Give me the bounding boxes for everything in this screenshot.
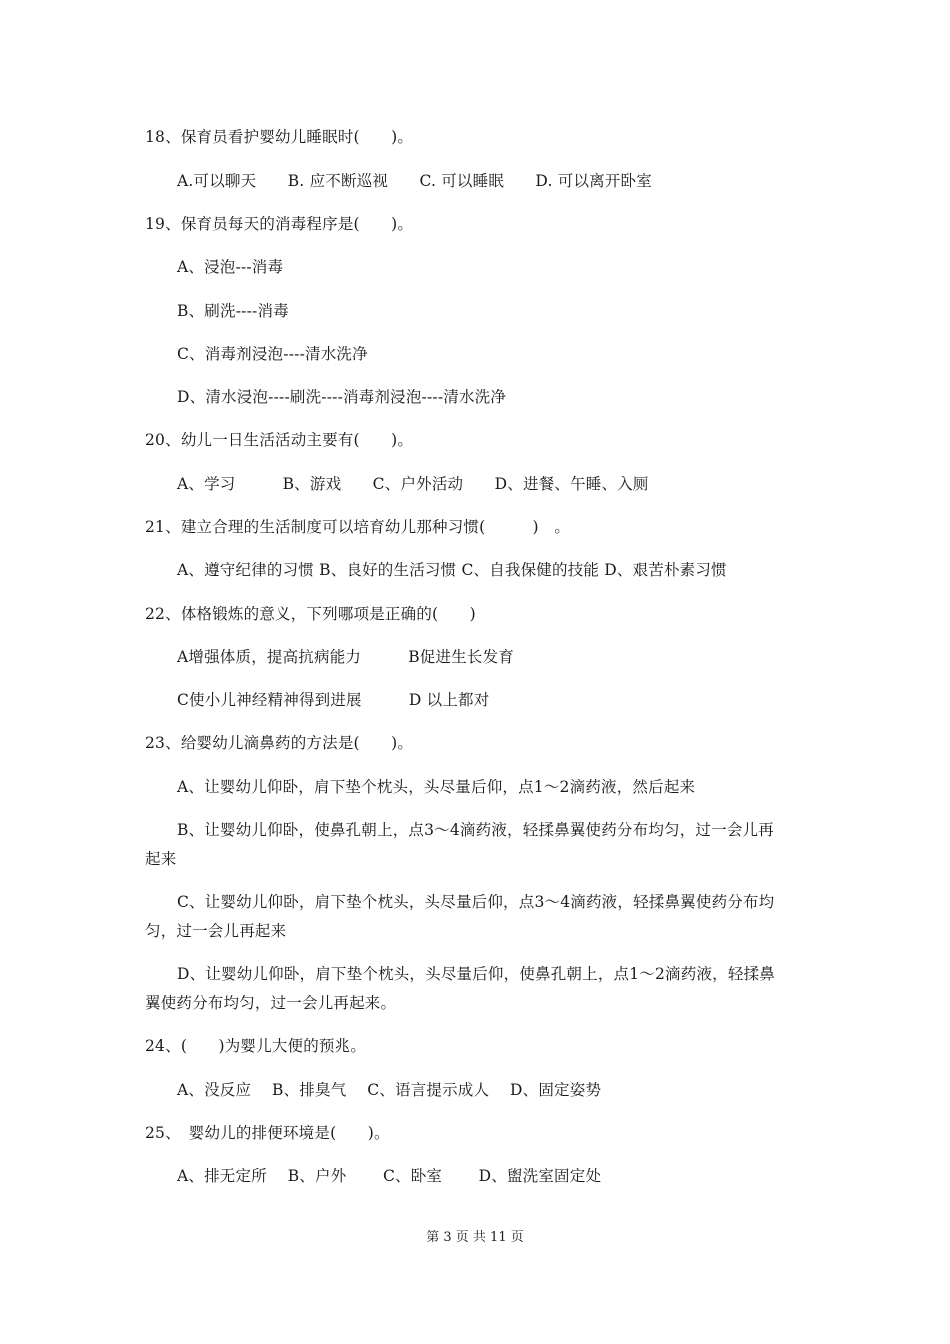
question-21-options: A、遵守纪律的习惯 B、良好的生活习惯 C、自我保健的技能 D、艰苦朴素习惯 xyxy=(177,561,727,579)
question-23-option-b: B、让婴幼儿仰卧，使鼻孔朝上，点3～4滴药液，轻揉鼻翼使药分布均匀，过一会儿再 xyxy=(177,821,774,839)
page-number-footer: 第 3 页 共 11 页 xyxy=(426,1230,524,1245)
question-22-stem: 22、体格锻炼的意义，下列哪项是正确的( ) xyxy=(145,605,476,623)
question-23-option-a: A、让婴幼儿仰卧，肩下垫个枕头，头尽量后仰，点1～2滴药液，然后起来 xyxy=(177,778,696,796)
question-19-option-d: D、清水浸泡----刷洗----消毒剂浸泡----清水洗净 xyxy=(177,388,507,406)
question-19-option-c: C、消毒剂浸泡----清水洗净 xyxy=(177,345,368,363)
question-19-stem: 19、保育员每天的消毒程序是( )。 xyxy=(145,215,414,233)
question-25-options: A、排无定所 B、户外 C、卧室 D、盥洗室固定处 xyxy=(177,1167,602,1185)
question-23-stem: 23、给婴幼儿滴鼻药的方法是( )。 xyxy=(145,734,414,752)
question-20-stem: 20、幼儿一日生活活动主要有( )。 xyxy=(145,431,414,449)
question-19-option-b: B、刷洗----消毒 xyxy=(177,302,289,320)
question-18-stem: 18、保育员看护婴幼儿睡眠时( )。 xyxy=(145,128,414,146)
question-23-option-b-cont: 起来 xyxy=(145,850,177,868)
question-20-options: A、学习 B、游戏 C、户外活动 D、进餐、午睡、入厕 xyxy=(177,475,649,493)
question-21-stem: 21、建立合理的生活制度可以培育幼儿那种习惯( ) 。 xyxy=(145,518,571,536)
question-25-stem: 25、 婴幼儿的排便环境是( )。 xyxy=(145,1124,390,1142)
question-19-option-a: A、浸泡---消毒 xyxy=(177,258,284,276)
question-18-options: A.可以聊天 B. 应不断巡视 C. 可以睡眠 D. 可以离开卧室 xyxy=(177,172,652,190)
question-23-option-d: D、让婴幼儿仰卧，肩下垫个枕头，头尽量后仰，使鼻孔朝上，点1～2滴药液，轻揉鼻 xyxy=(177,965,775,983)
question-24-stem: 24、( )为婴儿大便的预兆。 xyxy=(145,1037,367,1055)
question-24-options: A、没反应 B、排臭气 C、语言提示成人 D、固定姿势 xyxy=(177,1081,602,1099)
question-23-option-c-cont: 匀，过一会儿再起来 xyxy=(145,922,287,940)
question-23-option-c: C、让婴幼儿仰卧，肩下垫个枕头，头尽量后仰，点3～4滴药液，轻揉鼻翼使药分布均 xyxy=(177,893,775,911)
question-23-option-d-cont: 翼使药分布均匀，过一会儿再起来。 xyxy=(145,994,397,1012)
question-22-option-ab: A增强体质，提高抗病能力 B促进生长发育 xyxy=(177,648,514,666)
question-22-option-cd: C使小儿神经精神得到进展 D 以上都对 xyxy=(177,691,490,709)
